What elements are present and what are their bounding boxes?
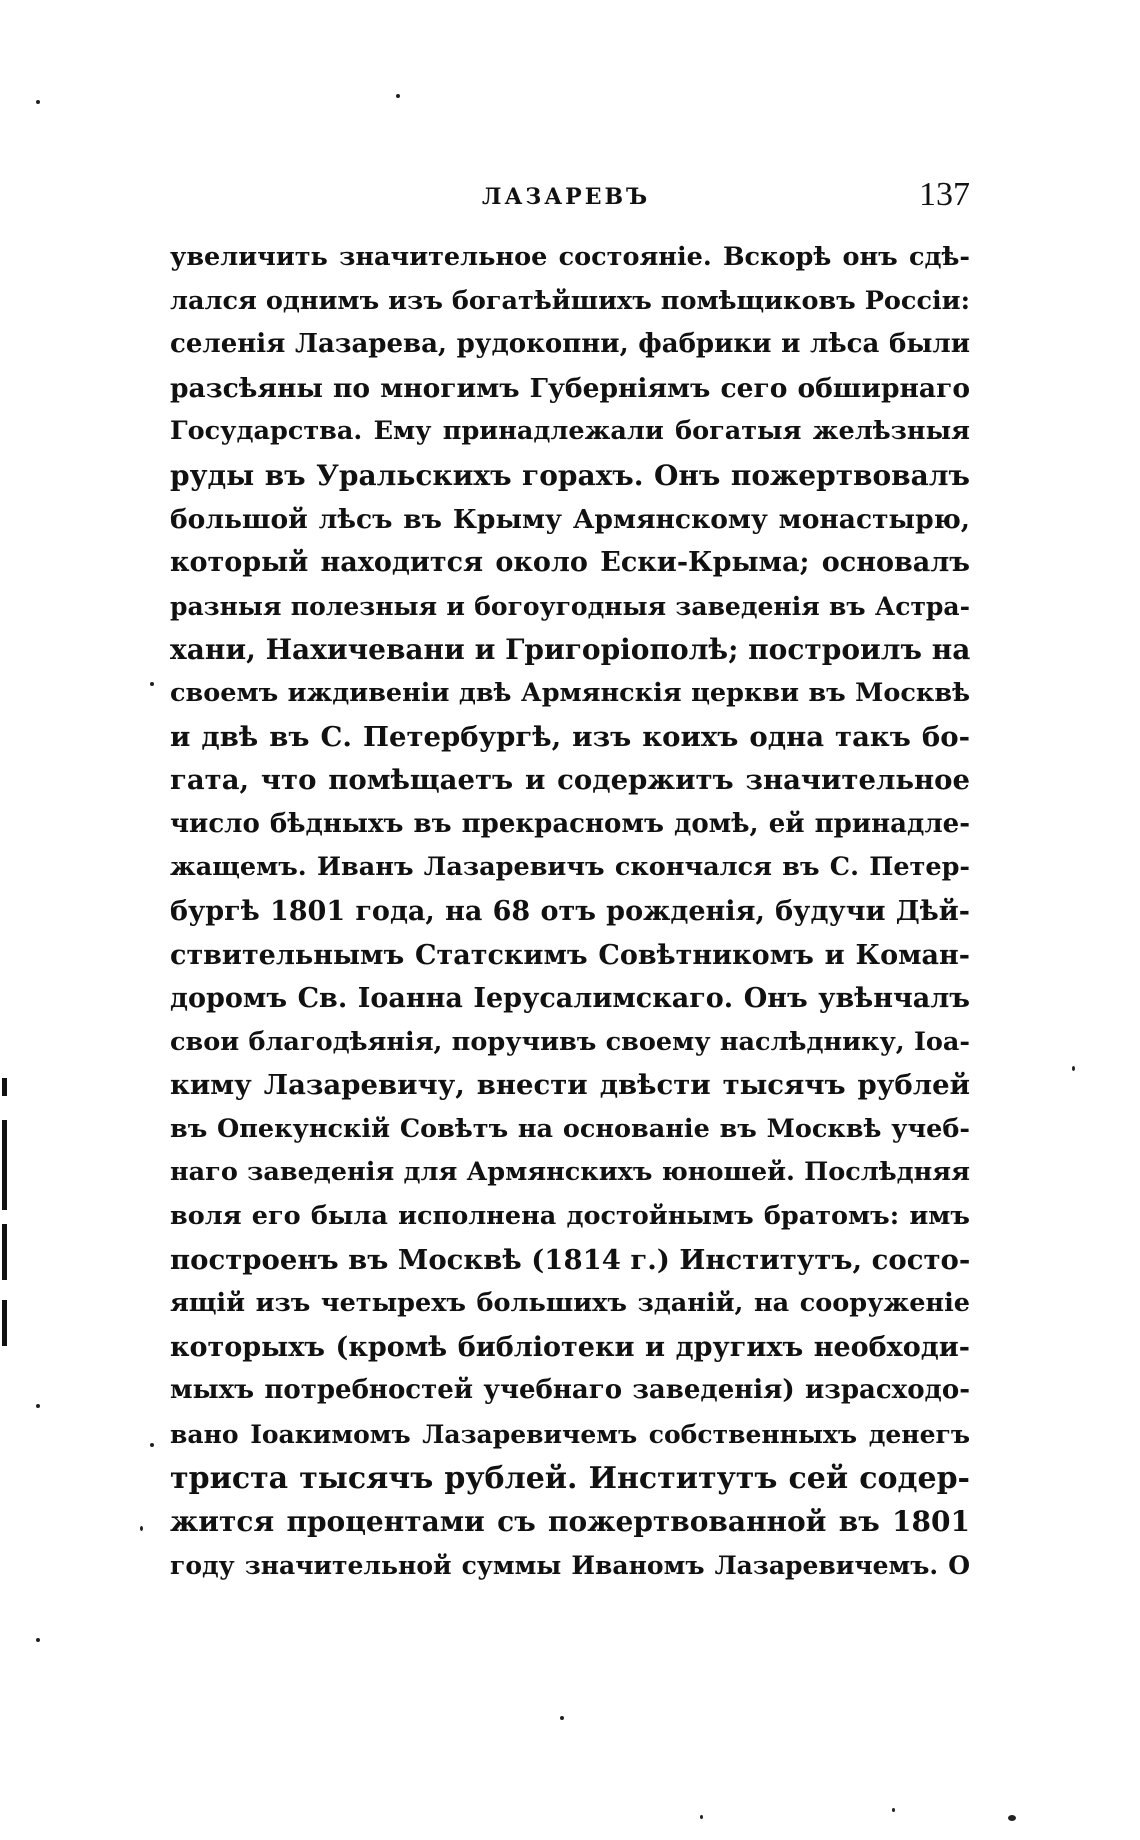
scan-speck (36, 1638, 40, 1642)
text-line: руды въ Уральскихъ горахъ. Онъ пожертвовалъ (170, 458, 970, 492)
text-line: ствительнымъ Статскимъ Совѣтникомъ и Коман- (170, 939, 970, 971)
text-line: разсѣяны по многимъ Губерніямъ сего обширнаго (170, 372, 970, 404)
scan-speck (1008, 1815, 1016, 1821)
text-line: большой лѣсъ въ Крыму Армянскому монастырю, (170, 503, 970, 535)
text-line: жащемъ. Иванъ Лазаревичъ скончался въ С. Петер- (170, 852, 970, 883)
text-line: гата, что помѣщаетъ и содержитъ значительное (170, 764, 970, 797)
running-head (170, 176, 970, 226)
scan-speck (36, 1404, 40, 1408)
text-line: жится процентами съ пожертвованной въ 1801 (170, 1505, 970, 1539)
text-line: число бѣдныхъ въ прекрасномъ домѣ, ей принадле- (170, 808, 970, 839)
text-line: увеличить значительное состояніе. Вскорѣ онъ сдѣ- (170, 242, 970, 272)
scan-speck (892, 1808, 895, 1812)
binding-edge-mark (2, 1120, 7, 1210)
text-line: Государства. Ему принадлежали богатыя желѣзныя (170, 416, 970, 447)
text-line: который находится около Ески-Крыма; основалъ (170, 547, 970, 579)
scan-speck (396, 94, 400, 98)
text-line: доромъ Св. Іоанна Іерусалимскаго. Онъ увѣнчалъ (170, 983, 970, 1015)
scan-speck (150, 682, 154, 686)
text-line: своемъ иждивеніи двѣ Армянскія церкви въ Москвѣ (170, 677, 970, 708)
running-title: ЛАЗАРЕВЪ (482, 184, 651, 210)
text-line: хани, Нахичевани и Григоріополѣ; построилъ на (170, 633, 970, 667)
text-line: ящій изъ четырехъ большихъ зданій, на сооруженіе (170, 1288, 970, 1319)
text-line: бургѣ 1801 года, на 68 отъ рожденія, будучи Дѣй- (170, 895, 970, 927)
text-line: воля его была исполнена достойнымъ братомъ: имъ (170, 1201, 970, 1232)
text-line: и двѣ въ С. Петербургѣ, изъ коихъ одна такъ бо- (170, 720, 970, 753)
text-line: селенія Лазарева, рудокопни, фабрики и лѣса были (170, 329, 970, 360)
scan-speck (700, 1815, 703, 1819)
text-line: киму Лазаревичу, внести двѣсти тысячъ рублей (170, 1069, 970, 1102)
text-line: которыхъ (кромѣ библіотеки и другихъ необходи- (170, 1331, 970, 1363)
text-line: построенъ въ Москвѣ (1814 г.) Институтъ, состо- (170, 1243, 970, 1276)
text-line: вано Іоакимомъ Лазаревичемъ собственныхъ денегъ (170, 1420, 970, 1450)
text-line: мыхъ потребностей учебнаго заведенія) израсходо- (170, 1375, 970, 1406)
text-line: лался однимъ изъ богатѣйшихъ помѣщиковъ Россіи: (170, 285, 970, 316)
text-line: наго заведенія для Армянскихъ юношей. Послѣдняя (170, 1157, 970, 1188)
body-text (170, 236, 970, 1587)
scan-speck (560, 1716, 564, 1720)
page-number: 137 (919, 176, 970, 213)
binding-edge-mark (2, 1078, 7, 1096)
text-line: году значительной суммы Иваномъ Лазаревичемъ. О (170, 1550, 970, 1580)
binding-edge-mark (2, 1300, 7, 1346)
text-line: свои благодѣянія, поручивъ своему наслѣднику, Іоа- (170, 1026, 970, 1057)
text-line: въ Опекунскій Совѣтъ на основаніе въ Москвѣ учеб- (170, 1113, 970, 1144)
scan-speck (36, 100, 40, 104)
text-line: триста тысячъ рублей. Институтъ сей содер- (170, 1460, 970, 1496)
binding-edge-mark (2, 1224, 7, 1280)
scan-speck (140, 1526, 143, 1531)
scan-speck (150, 1443, 154, 1447)
scan-speck (1072, 1066, 1075, 1071)
text-line: разныя полезныя и богоугодныя заведенія въ Астра- (170, 591, 970, 621)
